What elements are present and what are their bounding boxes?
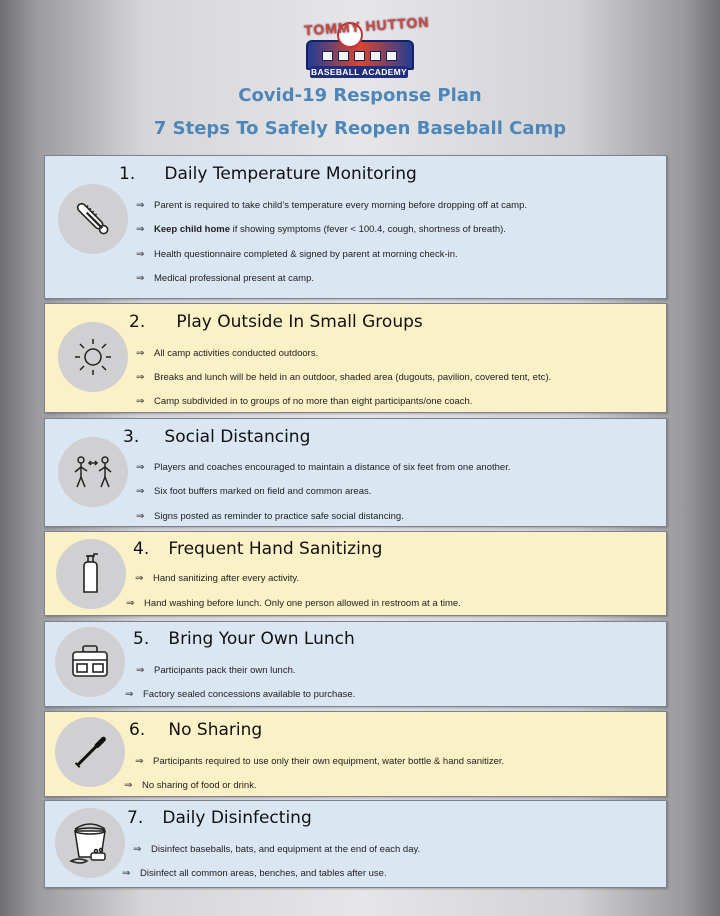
logo-bottom-text: BASEBALL ACADEMY [311, 67, 407, 77]
thermometer-icon [58, 184, 128, 254]
step-bullet: ⇒ Players and coaches encouraged to maintain a distance of six feet from one another. [136, 462, 511, 473]
step-title-text: Daily Disinfecting [162, 808, 312, 828]
social-distancing-icon [58, 437, 128, 507]
step-card-1 [44, 155, 667, 299]
sun-icon [58, 322, 128, 392]
step-title [129, 720, 262, 740]
arrow-icon: ⇒ [133, 844, 142, 855]
step-title [129, 312, 423, 332]
arrow-icon: ⇒ [122, 868, 131, 879]
step-bullet: ⇒ Keep child home if showing symptoms (fever < 100.4, cough, shortness of breath). [136, 224, 506, 235]
step-title [127, 808, 312, 828]
arrow-icon: ⇒ [136, 200, 145, 211]
page-title: Covid-19 Response Plan [238, 85, 482, 106]
arrow-icon: ⇒ [136, 224, 145, 235]
step-bullet: ⇒ Six foot buffers marked on field and common areas. [136, 486, 372, 497]
step-bullet: ⇒ Signs posted as reminder to practice safe social distancing. [136, 511, 404, 522]
step-title [123, 427, 310, 447]
arrow-icon: ⇒ [126, 598, 135, 609]
step-title-text: No Sharing [168, 720, 263, 740]
step-title-text: Frequent Hand Sanitizing [168, 539, 383, 559]
step-bullet: ⇒ Participants required to use only their own equipment, water bottle & hand sanitizer. [135, 756, 505, 767]
page-subtitle: 7 Steps To Safely Reopen Baseball Camp [153, 118, 567, 139]
arrow-icon: ⇒ [136, 249, 145, 260]
baseball-bat-icon [55, 717, 125, 787]
step-bullet: ⇒ Hand sanitizing after every activity. [135, 573, 300, 584]
step-title-text: Bring Your Own Lunch [168, 629, 355, 649]
step-title [133, 539, 382, 559]
step-title-text: Daily Temperature Monitoring [164, 164, 417, 184]
arrow-icon: ⇒ [136, 511, 145, 522]
step-card-5 [44, 621, 667, 707]
step-number: 3. [123, 427, 140, 447]
step-bullet: ⇒ Breaks and lunch will be held in an outdoor, shaded area (dugouts, pavilion, covered tent, etc). [136, 372, 552, 383]
step-bullet: ⇒ Medical professional present at camp. [136, 273, 314, 284]
sanitizer-bottle-icon [56, 539, 126, 609]
step-number: 4. [133, 539, 150, 559]
arrow-icon: ⇒ [136, 348, 145, 359]
academy-logo [300, 13, 430, 80]
step-number: 1. [119, 164, 136, 184]
step-card-4 [44, 531, 667, 616]
step-bullet: ⇒ Hand washing before lunch. Only one person allowed in restroom at a time. [126, 598, 461, 609]
arrow-icon: ⇒ [136, 665, 145, 676]
step-card-2 [44, 303, 667, 413]
step-number: 2. [129, 312, 146, 332]
arrow-icon: ⇒ [136, 372, 145, 383]
arrow-icon: ⇒ [136, 273, 145, 284]
step-number: 7. [127, 808, 144, 828]
arrow-icon: ⇒ [135, 756, 144, 767]
step-bullet: ⇒ Factory sealed concessions available to purchase. [125, 689, 356, 700]
step-bullet: ⇒ Health questionnaire completed & signed by parent at morning check-in. [136, 249, 458, 260]
step-bullet: ⇒ Disinfect all common areas, benches, and tables after use. [122, 868, 387, 879]
step-title-text: Play Outside In Small Groups [176, 312, 423, 332]
arrow-icon: ⇒ [124, 780, 133, 791]
step-card-3 [44, 418, 667, 527]
arrow-icon: ⇒ [135, 573, 144, 584]
step-bullet: ⇒ Participants pack their own lunch. [136, 665, 296, 676]
step-title [119, 164, 417, 184]
arrow-icon: ⇒ [125, 689, 134, 700]
arrow-icon: ⇒ [136, 486, 145, 497]
arrow-icon: ⇒ [136, 462, 145, 473]
step-bullet: ⇒ Parent is required to take child’s temperature every morning before dropping off at camp. [136, 200, 527, 211]
step-bullet: ⇒ Disinfect baseballs, bats, and equipment at the end of each day. [133, 844, 421, 855]
step-title [133, 629, 355, 649]
step-number: 6. [129, 720, 146, 740]
cleaning-bucket-icon [55, 808, 125, 878]
step-number: 5. [133, 629, 150, 649]
step-bullet: ⇒ Camp subdivided in to groups of no more than eight participants/one coach. [136, 396, 473, 407]
step-card-6 [44, 711, 667, 797]
step-card-7 [44, 800, 667, 888]
lunchbox-icon [55, 627, 125, 697]
step-bullet: ⇒ All camp activities conducted outdoors. [136, 348, 319, 359]
step-bullet: ⇒ No sharing of food or drink. [124, 780, 257, 791]
arrow-icon: ⇒ [136, 396, 145, 407]
step-title-text: Social Distancing [164, 427, 311, 447]
logo-top-text: TOMMY HUTTON [303, 13, 430, 39]
